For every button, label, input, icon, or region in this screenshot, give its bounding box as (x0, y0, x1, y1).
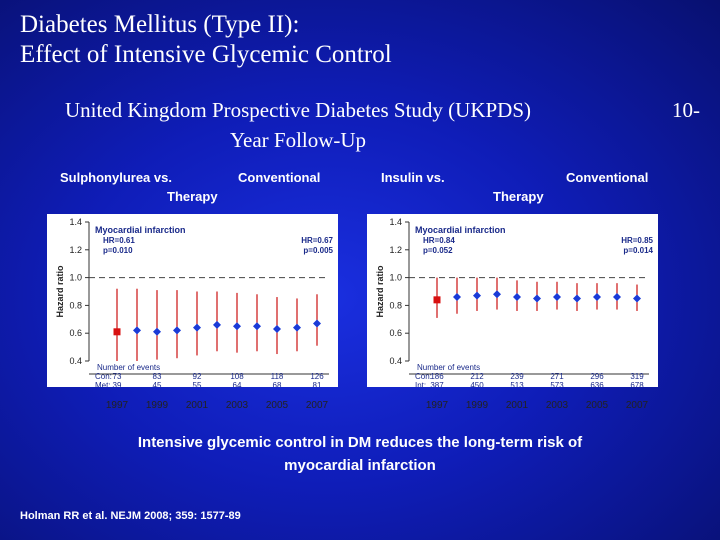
hr-marker (233, 322, 241, 330)
events-cell: 450 (470, 381, 484, 387)
y-tick-label: 0.6 (389, 328, 402, 339)
events-cell: 118 (270, 372, 284, 381)
conclusion-line-1: Intensive glycemic control in DM reduces the long-term risk of (137, 434, 583, 451)
events-row-label: Con: (415, 372, 432, 381)
events-cell: 296 (590, 372, 604, 381)
y-tick-label: 1.2 (389, 244, 402, 255)
right-stat-p: p=0.005 (303, 246, 333, 255)
events-cell: 636 (590, 381, 604, 387)
events-row-label: Met: (95, 381, 111, 387)
subtitle-line-1: United Kingdom Prospective Diabetes Study (UKPDS) (64, 98, 532, 122)
events-row-label: Int: (415, 381, 427, 387)
events-cell: 73 (112, 372, 122, 381)
hr-marker (193, 324, 201, 332)
panel-1-therapy-label: Therapy (167, 189, 218, 204)
y-tick-label: 1.0 (69, 272, 82, 283)
hr-marker (613, 293, 621, 301)
subtitle-line-2: Year Follow-Up (229, 128, 367, 152)
events-cell: 239 (510, 372, 524, 381)
y-tick-label: 0.6 (69, 328, 82, 339)
y-axis-label: Hazard ratio (375, 265, 385, 318)
hr-marker (213, 321, 221, 329)
hr-marker (173, 326, 181, 334)
x-tick-label: 2005 (585, 400, 609, 411)
right-stat-hr: HR=0.85 (621, 236, 653, 245)
hr-marker (473, 292, 481, 300)
panel-1-conventional-label: Conventional (238, 170, 321, 185)
left-stat-hr: HR=0.61 (103, 236, 135, 245)
hr-marker (273, 325, 281, 333)
left-stat-hr: HR=0.84 (423, 236, 455, 245)
events-title: Number of events (417, 363, 481, 372)
events-title: Number of events (97, 363, 161, 372)
events-cell: 55 (192, 381, 202, 387)
panel-2-drug-label: Insulin vs. (381, 170, 445, 185)
hr-marker (293, 324, 301, 332)
events-cell: 83 (152, 372, 162, 381)
hr-marker (633, 294, 641, 302)
left-stat-p: p=0.010 (103, 246, 133, 255)
y-tick-label: 1.2 (69, 244, 82, 255)
hr-marker (493, 290, 501, 298)
events-cell: 186 (430, 372, 444, 381)
y-tick-label: 0.4 (389, 356, 402, 366)
x-tick-label: 2005 (265, 400, 289, 411)
events-cell: 126 (310, 372, 324, 381)
x-tick-label: 1999 (465, 400, 489, 411)
y-tick-label: 1.4 (69, 217, 82, 227)
events-cell: 64 (232, 381, 242, 387)
plot-title: Myocardial infarction (415, 225, 506, 235)
conclusion (0, 431, 720, 477)
hr-marker (533, 294, 541, 302)
title-line-2: Effect of Intensive Glycemic Control (20, 41, 392, 68)
left-stat-p: p=0.052 (423, 246, 453, 255)
events-cell: 319 (630, 372, 644, 381)
x-tick-label: 1997 (105, 400, 129, 411)
hr-marker (513, 293, 521, 301)
forest-plot-2 (367, 214, 658, 387)
conclusion-line-2: myocardial infarction (284, 457, 436, 474)
events-cell: 212 (470, 372, 484, 381)
x-tick-label: 2003 (225, 400, 249, 411)
events-cell: 68 (272, 381, 282, 387)
hr-marker (593, 293, 601, 301)
subtitle-suffix: 10- (672, 98, 700, 122)
y-tick-label: 0.8 (69, 300, 82, 311)
baseline-marker (114, 328, 121, 335)
events-cell: 271 (550, 372, 564, 381)
y-tick-label: 1.0 (389, 272, 402, 283)
baseline-marker (434, 296, 441, 303)
hr-marker (153, 328, 161, 336)
forest-plot-panel-2 (367, 214, 658, 387)
events-cell: 387 (430, 381, 444, 387)
hr-marker (133, 326, 141, 334)
hr-marker (313, 319, 321, 327)
x-tick-label: 2003 (545, 400, 569, 411)
forest-plot-panel-1 (47, 214, 338, 387)
x-tick-label: 2001 (505, 400, 529, 411)
x-tick-label: 2007 (305, 400, 329, 411)
slide-title (20, 10, 392, 70)
y-tick-label: 1.4 (389, 217, 402, 227)
slide-subtitle (18, 95, 578, 155)
title-line-1: Diabetes Mellitus (Type II): (20, 11, 300, 38)
x-tick-label: 2007 (625, 400, 649, 411)
events-cell: 513 (510, 381, 524, 387)
citation: Holman RR et al. NEJM 2008; 359: 1577-89 (20, 510, 241, 522)
x-tick-label: 1999 (145, 400, 169, 411)
right-stat-p: p=0.014 (623, 246, 653, 255)
events-cell: 92 (192, 372, 202, 381)
panel-2-therapy-label: Therapy (493, 189, 544, 204)
hr-marker (253, 322, 261, 330)
panel-1-drug-label: Sulphonylurea vs. (60, 170, 172, 185)
hr-marker (453, 293, 461, 301)
hr-marker (573, 294, 581, 302)
panel-2-conventional-label: Conventional (566, 170, 649, 185)
hr-marker (553, 293, 561, 301)
y-axis-label: Hazard ratio (55, 265, 65, 318)
plot-title: Myocardial infarction (95, 225, 186, 235)
events-cell: 45 (152, 381, 162, 387)
x-tick-label: 2001 (185, 400, 209, 411)
y-tick-label: 0.4 (69, 356, 82, 366)
y-tick-label: 0.8 (389, 300, 402, 311)
events-cell: 39 (112, 381, 122, 387)
right-stat-hr: HR=0.67 (301, 236, 333, 245)
x-tick-label: 1997 (425, 400, 449, 411)
forest-plot-1 (47, 214, 338, 387)
events-cell: 108 (230, 372, 244, 381)
events-cell: 573 (550, 381, 564, 387)
events-cell: 678 (630, 381, 644, 387)
events-cell: 81 (312, 381, 322, 387)
events-row-label: Con: (95, 372, 112, 381)
